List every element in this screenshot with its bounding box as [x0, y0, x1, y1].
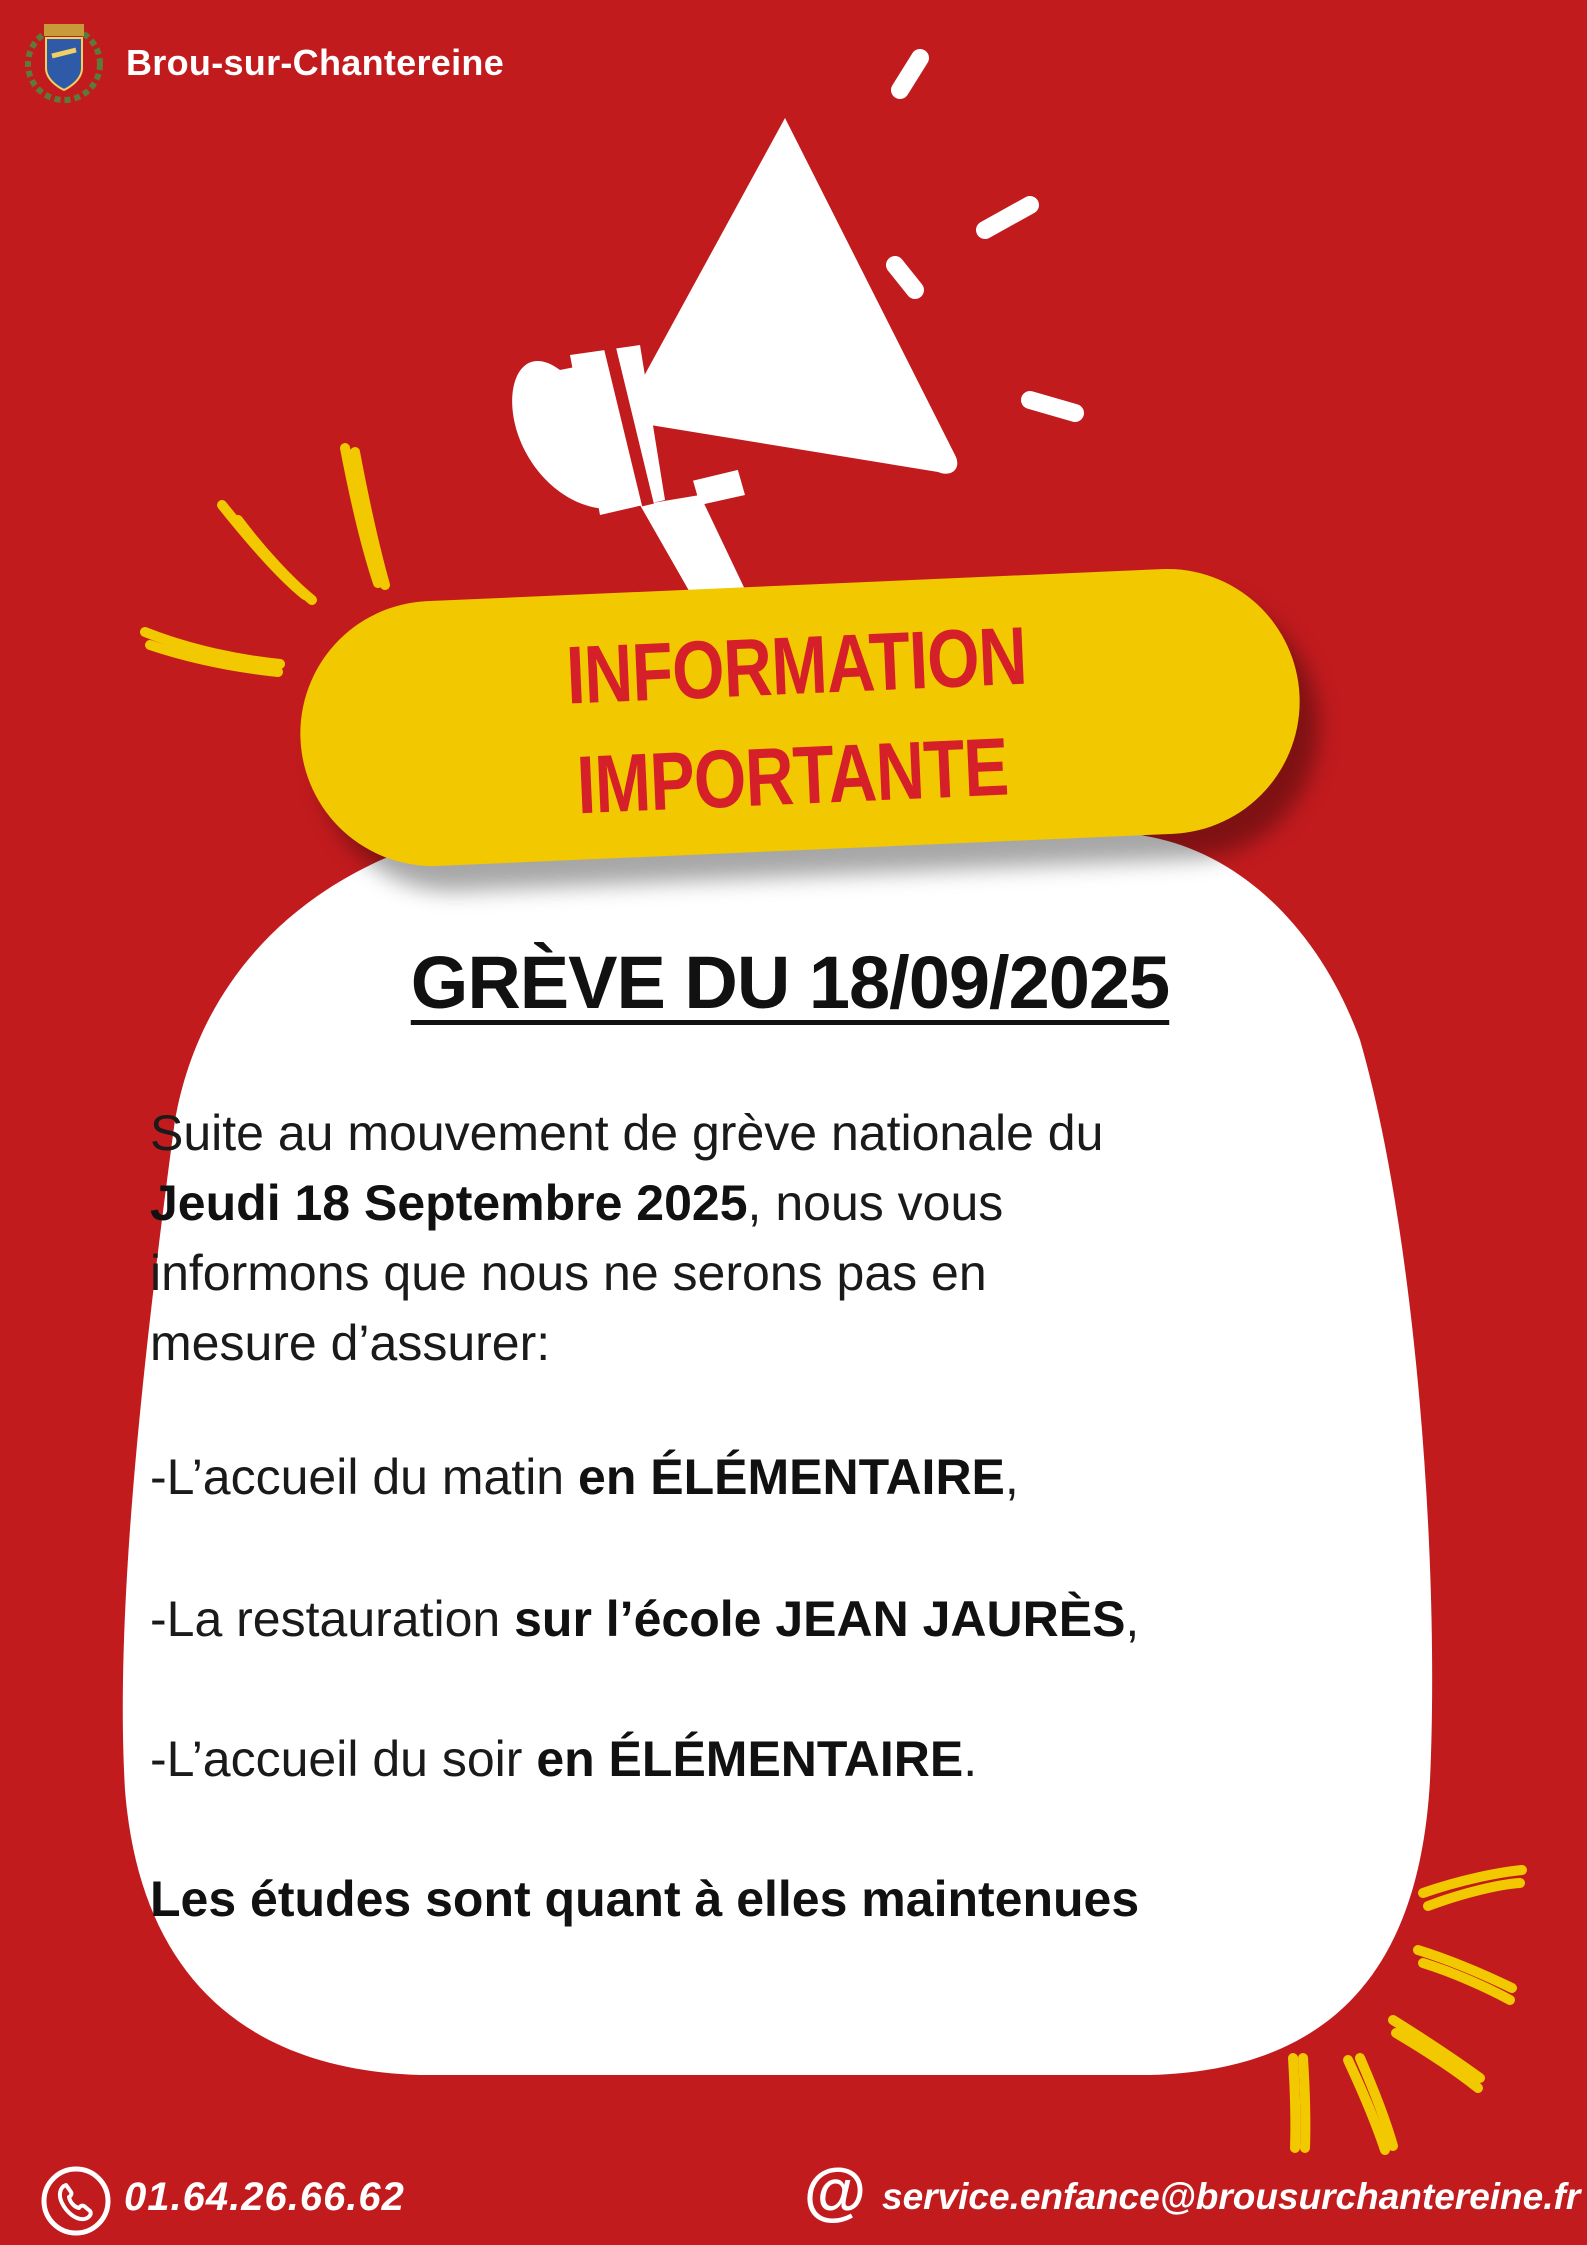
item1-bold: en ÉLÉMENTAIRE: [578, 1449, 1005, 1505]
item3-prefix: -L’accueil du soir: [150, 1731, 537, 1787]
email-link[interactable]: service.enfance@brousurchantereine.fr: [882, 2176, 1581, 2217]
item3-suffix: .: [963, 1731, 978, 1787]
banner-title: [515, 600, 1064, 843]
intro-line-4: mesure d’assurer:: [150, 1315, 551, 1371]
service-item-evening: [150, 1730, 1440, 1788]
town-name: Brou-sur-Chantereine: [126, 42, 505, 83]
intro-line-3: informons que nous ne serons pas en: [150, 1245, 987, 1301]
item2-suffix: ,: [1125, 1591, 1140, 1647]
megaphone-icon: [512, 118, 957, 610]
strike-title: GRÈVE DU 18/09/2025: [410, 941, 1170, 1024]
phone-number[interactable]: 01.64.26.66.62: [124, 2175, 405, 2219]
closing-statement: Les études sont quant à elles maintenues: [150, 1871, 1140, 1927]
coat-of-arms-logo: [22, 16, 106, 104]
service-item-restauration: [150, 1590, 1440, 1648]
item3-bold: en ÉLÉMENTAIRE: [536, 1731, 964, 1787]
service-item-morning: [150, 1448, 1440, 1506]
banner-line-2: IMPORTANTE: [574, 721, 1010, 832]
intro-line-2-rest: , nous vous: [747, 1175, 1004, 1231]
item1-prefix: -L’accueil du matin: [150, 1449, 579, 1505]
banner-line-1: INFORMATION: [564, 610, 1029, 722]
at-sign-icon: [800, 2158, 870, 2228]
sound-rays: [895, 58, 1075, 413]
intro-paragraph: [150, 1098, 1440, 1378]
svg-text:@: @: [803, 2158, 867, 2227]
intro-date: Jeudi 18 Septembre 2025: [150, 1175, 748, 1231]
item2-prefix: -La restauration: [150, 1591, 515, 1647]
item1-suffix: ,: [1004, 1449, 1019, 1505]
intro-line-1: Suite au mouvement de grève nationale du: [150, 1105, 1104, 1161]
intro-line-2: [150, 1168, 1440, 1238]
phone-icon: [40, 2165, 112, 2237]
item2-bold: sur l’école JEAN JAURÈS: [514, 1591, 1126, 1647]
